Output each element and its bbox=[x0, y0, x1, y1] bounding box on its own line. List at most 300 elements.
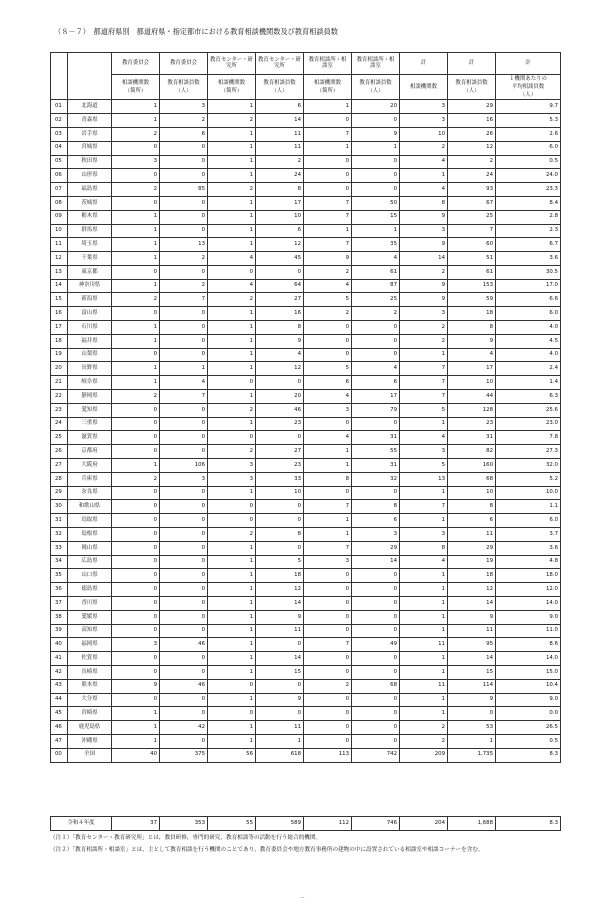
prefecture-name: 広島県 bbox=[68, 555, 112, 569]
table-row bbox=[51, 666, 561, 680]
value-cell: 51 bbox=[448, 252, 496, 266]
value-cell: 1 bbox=[112, 734, 160, 748]
prefecture-name: 長崎県 bbox=[68, 666, 112, 680]
value-cell: 0 bbox=[160, 210, 208, 224]
value-cell: 0 bbox=[208, 500, 256, 514]
value-cell: 0 bbox=[352, 569, 400, 583]
value-cell: 1 bbox=[400, 610, 448, 624]
table-row bbox=[51, 348, 561, 362]
value-cell: 1 bbox=[400, 169, 448, 183]
value-cell: 18 bbox=[256, 569, 304, 583]
value-cell: 2 bbox=[208, 293, 256, 307]
value-cell: 1 bbox=[208, 693, 256, 707]
value-cell: 1 bbox=[400, 569, 448, 583]
value-cell: 1 bbox=[112, 279, 160, 293]
value-cell: 1 bbox=[304, 514, 352, 528]
value-cell: 14.0 bbox=[496, 597, 561, 611]
prefecture-name: 滋賀県 bbox=[68, 431, 112, 445]
value-cell: 3 bbox=[112, 638, 160, 652]
value-cell: 0 bbox=[304, 155, 352, 169]
value-cell: 3 bbox=[112, 155, 160, 169]
prefecture-name: 茨城県 bbox=[68, 196, 112, 210]
value-cell: 1 bbox=[400, 693, 448, 707]
value-cell: 61 bbox=[352, 265, 400, 279]
value-cell: 42 bbox=[160, 721, 208, 735]
value-cell: 128 bbox=[448, 403, 496, 417]
value-cell: 112 bbox=[304, 817, 352, 831]
header-row-subs bbox=[51, 75, 561, 100]
value-cell: 1 bbox=[304, 459, 352, 473]
page-title: （８－７） 都道府県別 都道府県・指定都市における教育相談機関数及び教育相談員数 bbox=[54, 27, 338, 36]
value-cell: 4 bbox=[352, 252, 400, 266]
prefecture-code: 08 bbox=[51, 196, 68, 210]
value-cell: 8 bbox=[448, 500, 496, 514]
value-cell: 11.0 bbox=[496, 624, 561, 638]
value-cell: 10 bbox=[256, 486, 304, 500]
value-cell: 32 bbox=[352, 472, 400, 486]
value-cell: 0 bbox=[352, 652, 400, 666]
value-cell: 3 bbox=[400, 445, 448, 459]
table-row bbox=[51, 321, 561, 335]
prefecture-code: 12 bbox=[51, 252, 68, 266]
value-cell: 0 bbox=[352, 417, 400, 431]
value-cell: 6.7 bbox=[496, 238, 561, 252]
value-cell: 0 bbox=[160, 155, 208, 169]
value-cell: 1 bbox=[400, 707, 448, 721]
value-cell: 589 bbox=[256, 817, 304, 831]
value-cell: 49 bbox=[352, 638, 400, 652]
table-row bbox=[51, 127, 561, 141]
value-cell: 5 bbox=[256, 555, 304, 569]
table-row bbox=[51, 679, 561, 693]
value-cell: 1 bbox=[208, 210, 256, 224]
value-cell: 1 bbox=[256, 734, 304, 748]
value-cell: 9 bbox=[448, 334, 496, 348]
value-cell: 742 bbox=[352, 748, 400, 762]
value-cell: 46 bbox=[160, 679, 208, 693]
value-cell: 17 bbox=[448, 362, 496, 376]
value-cell: 0 bbox=[112, 666, 160, 680]
value-cell: 1 bbox=[208, 666, 256, 680]
value-cell: 2 bbox=[256, 155, 304, 169]
prefecture-name: 宮城県 bbox=[68, 141, 112, 155]
prefecture-code: 18 bbox=[51, 334, 68, 348]
value-cell: 106 bbox=[160, 459, 208, 473]
value-cell: 0 bbox=[208, 376, 256, 390]
value-cell: 1,688 bbox=[448, 817, 496, 831]
value-cell: 55 bbox=[208, 817, 256, 831]
prefecture-code: 20 bbox=[51, 362, 68, 376]
value-cell: 0 bbox=[160, 486, 208, 500]
value-cell: 1 bbox=[304, 528, 352, 542]
value-cell: 0 bbox=[304, 569, 352, 583]
value-cell: 1 bbox=[112, 321, 160, 335]
value-cell: 1 bbox=[208, 100, 256, 114]
value-cell: 5.3 bbox=[496, 114, 561, 128]
value-cell: 1 bbox=[352, 141, 400, 155]
value-cell: 8.6 bbox=[496, 638, 561, 652]
value-cell: 353 bbox=[160, 817, 208, 831]
value-cell: 4 bbox=[448, 348, 496, 362]
value-cell: 0 bbox=[160, 403, 208, 417]
prefecture-name: 岩手県 bbox=[68, 127, 112, 141]
prefecture-code: 33 bbox=[51, 541, 68, 555]
prefecture-name: 千葉県 bbox=[68, 252, 112, 266]
previous-year-table bbox=[50, 816, 561, 831]
value-cell: 7 bbox=[448, 224, 496, 238]
header-sub-cell: 相談機関数 （箇所） bbox=[304, 75, 352, 100]
header-row-groups bbox=[51, 53, 561, 75]
value-cell: 14 bbox=[448, 597, 496, 611]
value-cell: 0 bbox=[112, 514, 160, 528]
value-cell: 1 bbox=[400, 624, 448, 638]
value-cell: 4 bbox=[352, 362, 400, 376]
table-row bbox=[51, 597, 561, 611]
value-cell: 4.0 bbox=[496, 321, 561, 335]
value-cell: 9 bbox=[400, 293, 448, 307]
value-cell: 1 bbox=[400, 486, 448, 500]
value-cell: 0 bbox=[352, 334, 400, 348]
prefecture-code: 44 bbox=[51, 693, 68, 707]
value-cell: 0 bbox=[352, 183, 400, 197]
value-cell: 10.4 bbox=[496, 679, 561, 693]
value-cell: 3.7 bbox=[496, 528, 561, 542]
value-cell: 0 bbox=[160, 169, 208, 183]
value-cell: 7 bbox=[304, 638, 352, 652]
value-cell: 23 bbox=[256, 459, 304, 473]
value-cell: 0 bbox=[112, 693, 160, 707]
table-row bbox=[51, 459, 561, 473]
value-cell: 9.7 bbox=[496, 100, 561, 114]
value-cell: 8 bbox=[448, 321, 496, 335]
table-row bbox=[51, 734, 561, 748]
value-cell: 2 bbox=[400, 265, 448, 279]
value-cell: 618 bbox=[256, 748, 304, 762]
header-sub-cell: 教育相談員数 （人） bbox=[160, 75, 208, 100]
value-cell: 0 bbox=[160, 141, 208, 155]
prefecture-code: 24 bbox=[51, 417, 68, 431]
prefecture-code: 25 bbox=[51, 431, 68, 445]
value-cell: 6 bbox=[448, 514, 496, 528]
value-cell: 4.5 bbox=[496, 334, 561, 348]
value-cell: 5 bbox=[400, 403, 448, 417]
value-cell: 1 bbox=[112, 224, 160, 238]
value-cell: 68 bbox=[352, 679, 400, 693]
value-cell: 2 bbox=[112, 472, 160, 486]
value-cell: 0 bbox=[304, 734, 352, 748]
value-cell: 0 bbox=[160, 528, 208, 542]
value-cell: 14 bbox=[256, 114, 304, 128]
value-cell: 113 bbox=[304, 748, 352, 762]
prefecture-code: 29 bbox=[51, 486, 68, 500]
value-cell: 1 bbox=[112, 334, 160, 348]
table-row bbox=[51, 169, 561, 183]
value-cell: 0 bbox=[112, 583, 160, 597]
value-cell: 6 bbox=[256, 100, 304, 114]
prefecture-code: 19 bbox=[51, 348, 68, 362]
value-cell: 2.3 bbox=[496, 224, 561, 238]
value-cell: 1 bbox=[112, 459, 160, 473]
prefecture-name: 秋田県 bbox=[68, 155, 112, 169]
value-cell: 0 bbox=[304, 693, 352, 707]
value-cell: 1,735 bbox=[448, 748, 496, 762]
value-cell: 7 bbox=[304, 127, 352, 141]
table-row bbox=[51, 472, 561, 486]
value-cell: 32.0 bbox=[496, 459, 561, 473]
value-cell: 0 bbox=[112, 445, 160, 459]
value-cell: 31 bbox=[352, 431, 400, 445]
prefecture-name: 福島県 bbox=[68, 183, 112, 197]
value-cell: 0 bbox=[160, 666, 208, 680]
value-cell: 10.0 bbox=[496, 486, 561, 500]
value-cell: 20 bbox=[256, 390, 304, 404]
value-cell: 1 bbox=[448, 734, 496, 748]
value-cell: 9 bbox=[256, 693, 304, 707]
prefecture-name: 京都府 bbox=[68, 445, 112, 459]
table-row bbox=[51, 252, 561, 266]
value-cell: 0 bbox=[256, 265, 304, 279]
value-cell: 0 bbox=[112, 169, 160, 183]
header-sub-cell: 教育相談員数 （人） bbox=[352, 75, 400, 100]
prefecture-code: 41 bbox=[51, 652, 68, 666]
table-row bbox=[51, 183, 561, 197]
value-cell: 55 bbox=[352, 445, 400, 459]
prefecture-code: 17 bbox=[51, 321, 68, 335]
value-cell: 0 bbox=[160, 265, 208, 279]
value-cell: 40 bbox=[112, 748, 160, 762]
value-cell: 1 bbox=[112, 100, 160, 114]
value-cell: 9 bbox=[304, 252, 352, 266]
value-cell: 1 bbox=[400, 417, 448, 431]
table-row bbox=[51, 334, 561, 348]
value-cell: 8 bbox=[400, 541, 448, 555]
value-cell: 1 bbox=[208, 624, 256, 638]
national-total-row bbox=[51, 748, 561, 762]
value-cell: 68 bbox=[448, 472, 496, 486]
value-cell: 0 bbox=[160, 597, 208, 611]
value-cell: 0 bbox=[112, 541, 160, 555]
value-cell: 0 bbox=[160, 514, 208, 528]
value-cell: 8 bbox=[256, 528, 304, 542]
value-cell: 0 bbox=[208, 707, 256, 721]
value-cell: 1 bbox=[112, 114, 160, 128]
value-cell: 7 bbox=[400, 390, 448, 404]
value-cell: 0 bbox=[112, 528, 160, 542]
value-cell: 1 bbox=[208, 155, 256, 169]
prefecture-code: 40 bbox=[51, 638, 68, 652]
table-row bbox=[51, 610, 561, 624]
value-cell: 1 bbox=[400, 652, 448, 666]
value-cell: 16 bbox=[448, 114, 496, 128]
table-row bbox=[51, 721, 561, 735]
value-cell: 2 bbox=[208, 445, 256, 459]
value-cell: 0 bbox=[304, 597, 352, 611]
value-cell: 14.0 bbox=[496, 652, 561, 666]
value-cell: 2 bbox=[400, 721, 448, 735]
value-cell: 2 bbox=[112, 183, 160, 197]
value-cell: 0 bbox=[448, 707, 496, 721]
header-group-cell bbox=[51, 53, 68, 75]
value-cell: 12.0 bbox=[496, 583, 561, 597]
page-number: － bbox=[300, 895, 306, 901]
value-cell: 46 bbox=[160, 638, 208, 652]
header-group-cell: 教育委員会 bbox=[160, 53, 208, 75]
prefecture-name: 愛知県 bbox=[68, 403, 112, 417]
table-row bbox=[51, 652, 561, 666]
value-cell: 114 bbox=[448, 679, 496, 693]
value-cell: 24 bbox=[448, 169, 496, 183]
value-cell: 12 bbox=[448, 583, 496, 597]
prefecture-code: 28 bbox=[51, 472, 68, 486]
table-row bbox=[51, 514, 561, 528]
prefecture-code: 37 bbox=[51, 597, 68, 611]
value-cell: 1 bbox=[208, 569, 256, 583]
value-cell: 4 bbox=[400, 155, 448, 169]
value-cell: 14 bbox=[448, 652, 496, 666]
value-cell: 87 bbox=[352, 279, 400, 293]
value-cell: 0 bbox=[256, 431, 304, 445]
header-sub-cell: １機関あたりの 平均相談員数 （人） bbox=[496, 75, 561, 100]
value-cell: 29 bbox=[448, 541, 496, 555]
table-row bbox=[51, 500, 561, 514]
note-1: （注１）「教育センター・教育研究所」とは，教員研修，専門的研究，教育相談等の活動を行う総合的機関。 bbox=[50, 835, 322, 841]
value-cell: 2 bbox=[160, 279, 208, 293]
value-cell: 0 bbox=[256, 707, 304, 721]
value-cell: 375 bbox=[160, 748, 208, 762]
value-cell: 0.5 bbox=[496, 734, 561, 748]
value-cell: 0 bbox=[112, 431, 160, 445]
value-cell: 2 bbox=[208, 528, 256, 542]
header-group-cell: 計 bbox=[448, 53, 496, 75]
value-cell: 4.8 bbox=[496, 555, 561, 569]
value-cell: 8 bbox=[256, 321, 304, 335]
value-cell: 29 bbox=[352, 541, 400, 555]
table-row bbox=[51, 279, 561, 293]
prefecture-name: 全国 bbox=[68, 748, 112, 762]
value-cell: 25 bbox=[352, 293, 400, 307]
value-cell: 12 bbox=[448, 141, 496, 155]
value-cell: 18 bbox=[448, 307, 496, 321]
prefecture-name: 徳島県 bbox=[68, 583, 112, 597]
value-cell: 46 bbox=[256, 403, 304, 417]
value-cell: 14 bbox=[256, 652, 304, 666]
value-cell: 3 bbox=[208, 459, 256, 473]
value-cell: 6 bbox=[160, 127, 208, 141]
value-cell: 0 bbox=[112, 610, 160, 624]
prefecture-name: 沖縄県 bbox=[68, 734, 112, 748]
value-cell: 27.3 bbox=[496, 445, 561, 459]
prefecture-code: 26 bbox=[51, 445, 68, 459]
prefecture-name: 熊本県 bbox=[68, 679, 112, 693]
value-cell: 0 bbox=[160, 569, 208, 583]
value-cell: 8.3 bbox=[496, 817, 561, 831]
value-cell: 9 bbox=[256, 610, 304, 624]
note-2: （注２）「教育相談所・相談室」とは，主として教育相談を行う機関のことであり，教育委員会や地方教育事務所の建物の中に設置されている相談室や相談コーナーを含む。 bbox=[50, 847, 484, 853]
value-cell: 0 bbox=[352, 169, 400, 183]
value-cell: 0 bbox=[160, 334, 208, 348]
value-cell: 10 bbox=[400, 127, 448, 141]
value-cell: 53 bbox=[448, 721, 496, 735]
value-cell: 8.3 bbox=[496, 748, 561, 762]
prefecture-name: 福岡県 bbox=[68, 638, 112, 652]
value-cell: 0 bbox=[352, 693, 400, 707]
value-cell: 0 bbox=[352, 486, 400, 500]
value-cell: 23.3 bbox=[496, 183, 561, 197]
value-cell: 3.6 bbox=[496, 252, 561, 266]
value-cell: 0 bbox=[256, 541, 304, 555]
table-row bbox=[51, 403, 561, 417]
value-cell: 3 bbox=[304, 403, 352, 417]
value-cell: 0 bbox=[160, 307, 208, 321]
value-cell: 6 bbox=[352, 514, 400, 528]
value-cell: 0 bbox=[352, 114, 400, 128]
value-cell: 15.0 bbox=[496, 666, 561, 680]
header-group-cell bbox=[68, 53, 112, 75]
prefecture-name: 和歌山県 bbox=[68, 500, 112, 514]
table-row bbox=[51, 210, 561, 224]
value-cell: 0 bbox=[160, 693, 208, 707]
value-cell: 0 bbox=[352, 721, 400, 735]
value-cell: 0 bbox=[160, 500, 208, 514]
value-cell: 4 bbox=[208, 252, 256, 266]
table-row bbox=[51, 486, 561, 500]
table-row bbox=[51, 293, 561, 307]
value-cell: 4 bbox=[304, 279, 352, 293]
value-cell: 23 bbox=[256, 417, 304, 431]
prefecture-name: 北海道 bbox=[68, 100, 112, 114]
value-cell: 1 bbox=[208, 238, 256, 252]
table-row bbox=[51, 528, 561, 542]
value-cell: 1 bbox=[208, 196, 256, 210]
value-cell: 0 bbox=[256, 638, 304, 652]
value-cell: 0 bbox=[352, 624, 400, 638]
value-cell: 1 bbox=[208, 334, 256, 348]
value-cell: 1 bbox=[304, 224, 352, 238]
value-cell: 0 bbox=[160, 652, 208, 666]
value-cell: 3 bbox=[400, 224, 448, 238]
table-row bbox=[51, 114, 561, 128]
prefecture-code: 30 bbox=[51, 500, 68, 514]
prefecture-code: 01 bbox=[51, 100, 68, 114]
table-row bbox=[51, 638, 561, 652]
table-row bbox=[51, 431, 561, 445]
table-row bbox=[51, 155, 561, 169]
prefecture-code: 15 bbox=[51, 293, 68, 307]
value-cell: 0 bbox=[352, 321, 400, 335]
value-cell: 6 bbox=[352, 376, 400, 390]
value-cell: 31 bbox=[448, 431, 496, 445]
value-cell: 0 bbox=[304, 610, 352, 624]
value-cell: 0 bbox=[208, 679, 256, 693]
value-cell: 2 bbox=[400, 141, 448, 155]
header-sub-cell bbox=[68, 75, 112, 100]
value-cell: 0 bbox=[160, 348, 208, 362]
table-row bbox=[51, 445, 561, 459]
prefecture-name: 石川県 bbox=[68, 321, 112, 335]
value-cell: 9 bbox=[352, 127, 400, 141]
value-cell: 0 bbox=[304, 721, 352, 735]
prefecture-code: 43 bbox=[51, 679, 68, 693]
prefecture-name: 佐賀県 bbox=[68, 652, 112, 666]
value-cell: 0 bbox=[112, 265, 160, 279]
value-cell: 2 bbox=[304, 265, 352, 279]
prefecture-code: 21 bbox=[51, 376, 68, 390]
value-cell: 6.0 bbox=[496, 307, 561, 321]
prefecture-name: 東京都 bbox=[68, 265, 112, 279]
value-cell: 0 bbox=[112, 486, 160, 500]
value-cell: 0 bbox=[160, 583, 208, 597]
prefecture-name: 宮崎県 bbox=[68, 707, 112, 721]
